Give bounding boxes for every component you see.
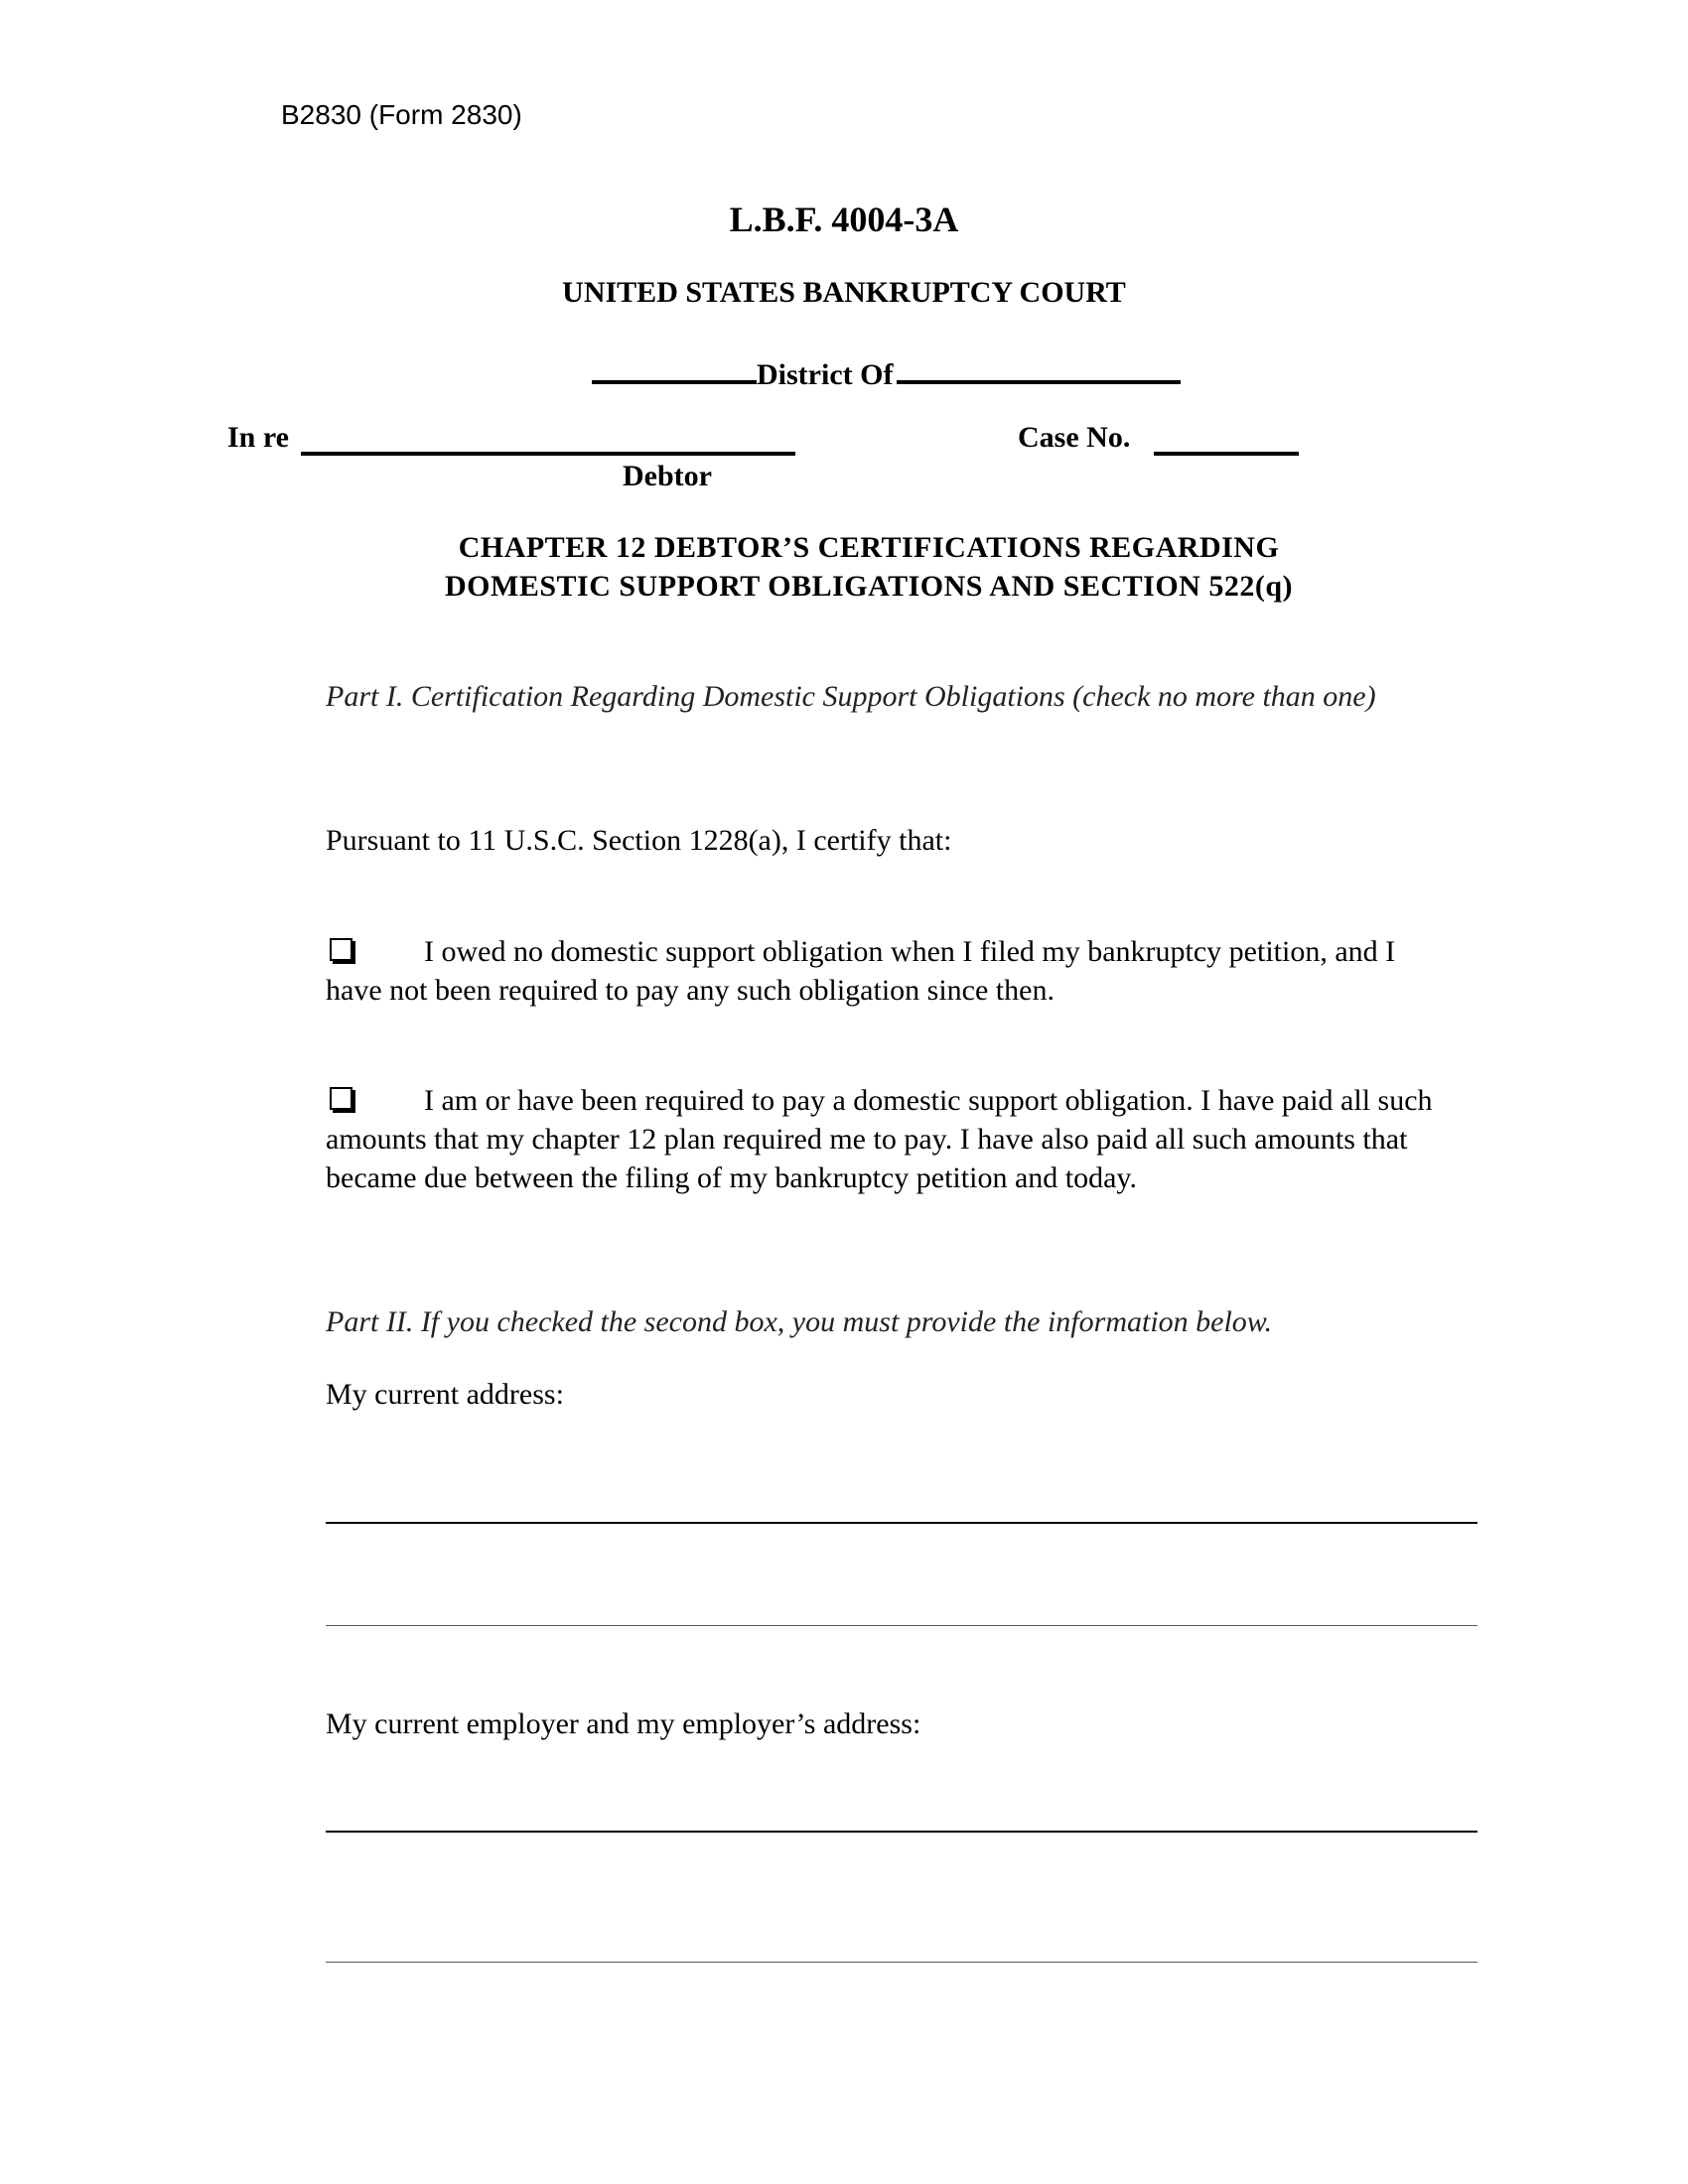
title-line-2: DOMESTIC SUPPORT OBLIGATIONS AND SECTION 522(q) — [445, 570, 1293, 603]
district-name-blank[interactable] — [897, 350, 1181, 384]
employer-line-1[interactable] — [326, 1831, 1477, 1833]
district-line — [592, 350, 1181, 392]
title-line-1: CHAPTER 12 DEBTOR’S CERTIFICATIONS REGARDING — [458, 531, 1280, 564]
district-prefix-blank[interactable] — [592, 350, 757, 384]
option-1-text: I owed no domestic support obligation when I filed my bankruptcy petition, and I have not been required to pay any such obligation since then. — [326, 935, 1396, 1007]
option-2-text: I am or have been required to pay a domestic support obligation. I have paid all such amounts that my chapter 12 plan required me to pay. I have also paid all such amounts that became due between the filing of my bankruptcy petition and today. — [326, 1084, 1433, 1194]
court-name: UNITED STATES BANKRUPTCY COURT — [562, 276, 1126, 309]
case-no-label: Case No. — [1018, 421, 1131, 454]
certification-option-1 — [326, 932, 1438, 1010]
local-form-number: L.B.F. 4004-3A — [729, 200, 959, 239]
address-line-2[interactable] — [326, 1625, 1477, 1626]
employer-address-label: My current employer and my employer’s address: — [326, 1707, 921, 1740]
in-re-label: In re — [227, 421, 289, 454]
debtor-name-blank[interactable] — [301, 452, 795, 456]
case-number-blank[interactable] — [1154, 452, 1299, 456]
checkbox-no-obligation[interactable] — [330, 938, 352, 961]
employer-line-2[interactable] — [326, 1962, 1477, 1963]
certification-option-2 — [326, 1081, 1438, 1197]
district-label: District Of — [757, 358, 894, 391]
form-code: B2830 (Form 2830) — [281, 99, 522, 130]
document-title — [372, 528, 1365, 606]
address-line-1[interactable] — [326, 1522, 1477, 1524]
part1-heading: Part I. Certification Regarding Domestic Support Obligations (check no more than one) — [326, 680, 1376, 713]
debtor-label: Debtor — [623, 460, 712, 492]
checkbox-obligation-paid[interactable] — [330, 1087, 352, 1110]
part2-heading: Part II. If you checked the second box, you must provide the information below. — [326, 1305, 1273, 1338]
pursuant-statement: Pursuant to 11 U.S.C. Section 1228(a), I certify that: — [326, 824, 952, 857]
current-address-label: My current address: — [326, 1378, 564, 1411]
